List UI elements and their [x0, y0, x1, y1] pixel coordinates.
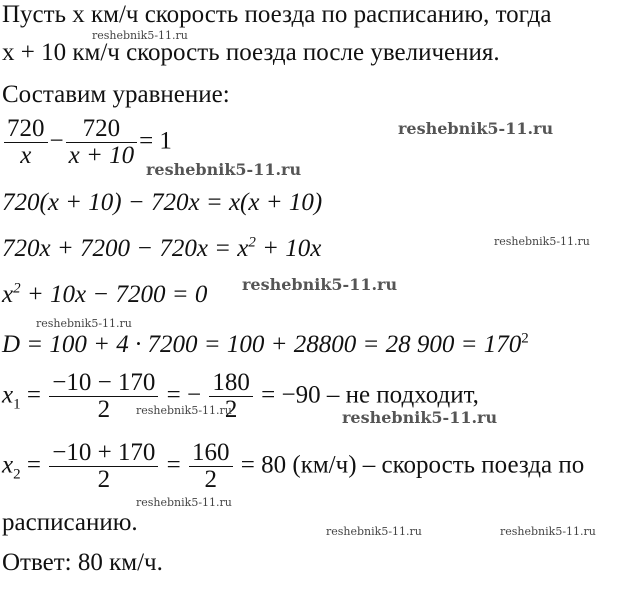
- discriminant-text: D = 100 + 4 · 7200 = 100 + 28800 = 28 900 = 170: [2, 331, 522, 358]
- eq4-right: + 10x − 7200 = 0: [20, 281, 208, 308]
- x2-equals-2: =: [166, 451, 181, 479]
- numerator-1: 720: [4, 116, 48, 143]
- x2-equals: =: [26, 451, 41, 479]
- text-line-last: расписанию.: [2, 509, 138, 536]
- watermark: reshebnik5-11.ru: [326, 525, 422, 538]
- text-line-2: x + 10 км/ч скорость поезда после увеличения.: [2, 39, 500, 66]
- eq3-left: 720x + 7200 − 720x = x: [2, 235, 249, 262]
- x2-fraction-2: [189, 440, 233, 494]
- watermark: reshebnik5-11.ru: [136, 496, 232, 509]
- equation-3: [2, 236, 321, 261]
- x2-subscript: 2: [13, 466, 21, 483]
- root-2-line: [2, 440, 584, 494]
- discriminant-exponent: 2: [521, 330, 529, 347]
- numerator-2: 720: [66, 116, 137, 143]
- x2-tail: = 80 (км/ч) – скорость поезда по: [240, 451, 585, 479]
- x1-equals: =: [26, 381, 41, 409]
- x1-equals-minus: = −: [166, 381, 202, 409]
- denominator-1: x: [20, 142, 32, 170]
- x1-numerator-2: 180: [209, 370, 253, 397]
- x2-fraction: [49, 440, 158, 494]
- x1-numerator: −10 − 170: [49, 370, 158, 397]
- denominator-2: x + 10: [68, 142, 135, 170]
- x2-variable: x: [2, 451, 14, 479]
- equation-2: 720(x + 10) − 720x = x(x + 10): [2, 189, 323, 216]
- text-line-1: Пусть x км/ч скорость поезда по расписанию, тогда: [2, 1, 552, 28]
- watermark: reshebnik5-11.ru: [136, 404, 232, 417]
- fraction-2: [66, 116, 137, 170]
- discriminant-line: [2, 332, 529, 357]
- x2-denominator-2: 2: [204, 466, 218, 494]
- watermark: reshebnik5-11.ru: [494, 235, 590, 248]
- eq4-left: x: [2, 281, 14, 308]
- x1-denominator-2: 2: [224, 396, 238, 424]
- x2-numerator: −10 + 170: [49, 440, 158, 467]
- eq3-exponent: 2: [248, 234, 256, 251]
- eq4-exponent: 2: [13, 280, 21, 297]
- x2-denominator: 2: [97, 466, 111, 494]
- watermark: reshebnik5-11.ru: [146, 160, 302, 179]
- answer-line: Ответ: 80 км/ч.: [2, 549, 163, 576]
- watermark: reshebnik5-11.ru: [500, 525, 596, 538]
- x1-subscript: 1: [13, 396, 21, 413]
- watermark: reshebnik5-11.ru: [242, 275, 398, 294]
- eq3-right: + 10x: [255, 235, 322, 262]
- fraction-1: [4, 116, 48, 170]
- minus-sign: −: [49, 127, 64, 155]
- watermark: reshebnik5-11.ru: [342, 408, 498, 427]
- equals-one: = 1: [139, 127, 172, 155]
- watermark: reshebnik5-11.ru: [398, 119, 554, 138]
- x2-numerator-2: 160: [189, 440, 233, 467]
- text-line-3: Составим уравнение:: [2, 81, 230, 108]
- watermark: reshebnik5-11.ru: [92, 29, 188, 42]
- watermark: reshebnik5-11.ru: [36, 317, 132, 330]
- x1-denominator: 2: [97, 396, 111, 424]
- x1-variable: x: [2, 381, 14, 409]
- equation-4: [2, 282, 207, 307]
- x1-tail: = −90 – не подходит,: [261, 381, 479, 409]
